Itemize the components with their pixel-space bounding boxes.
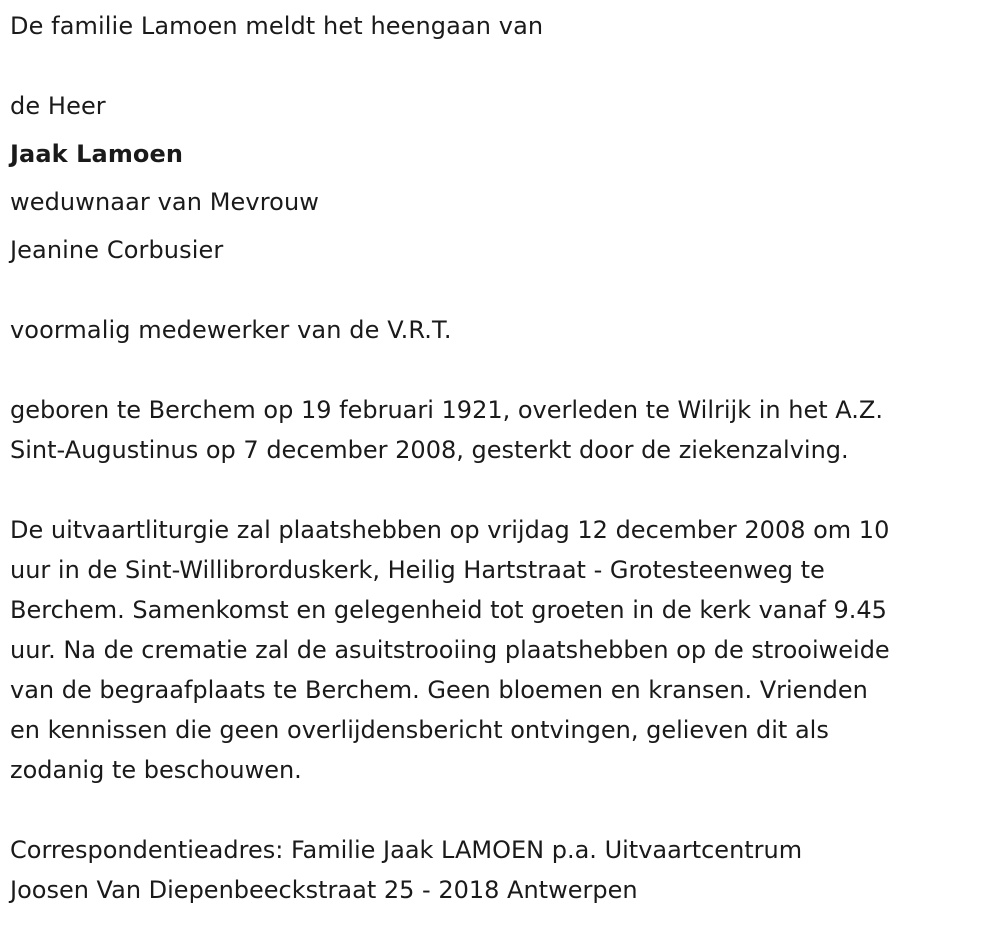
paragraph-line: geboren te Berchem op 19 februari 1921, overleden te Wilrijk in het A.Z.: [10, 396, 883, 424]
deceased-name: Jaak Lamoen: [10, 140, 184, 168]
paragraph-line: uur. Na de crematie zal de asuitstrooiing plaatshebben op de strooiweide: [10, 636, 890, 664]
paragraph-line: van de begraafplaats te Berchem. Geen bloemen en kransen. Vrienden: [10, 676, 868, 704]
paragraph-line: zodanig te beschouwen.: [10, 756, 302, 784]
paragraph-line: en kennissen die geen overlijdensbericht ontvingen, gelieven dit als: [10, 716, 829, 744]
paragraph-line: De uitvaartliturgie zal plaatshebben op vrijdag 12 december 2008 om 10: [10, 516, 890, 544]
birth-death-paragraph: [10, 390, 992, 470]
widower-of: weduwnaar van Mevrouw: [10, 188, 319, 216]
paragraph-line: uur in de Sint-Willibrorduskerk, Heilig Hartstraat - Grotesteenweg te: [10, 556, 825, 584]
correspondence-paragraph: [10, 830, 992, 910]
occupation: voormalig medewerker van de V.R.T.: [10, 316, 452, 344]
intro-text: De familie Lamoen meldt het heengaan van: [10, 12, 544, 40]
spouse-name: Jeanine Corbusier: [10, 236, 224, 264]
paragraph-line: Sint-Augustinus op 7 december 2008, gesterkt door de ziekenzalving.: [10, 436, 849, 464]
honorific: de Heer: [10, 92, 106, 120]
paragraph-line: Berchem. Samenkomst en gelegenheid tot groeten in de kerk vanaf 9.45: [10, 596, 887, 624]
paragraph-line: Joosen Van Diepenbeeckstraat 25 - 2018 Antwerpen: [10, 876, 638, 904]
paragraph-line: Correspondentieadres: Familie Jaak LAMOEN p.a. Uitvaartcentrum: [10, 836, 803, 864]
funeral-paragraph: [10, 510, 992, 790]
